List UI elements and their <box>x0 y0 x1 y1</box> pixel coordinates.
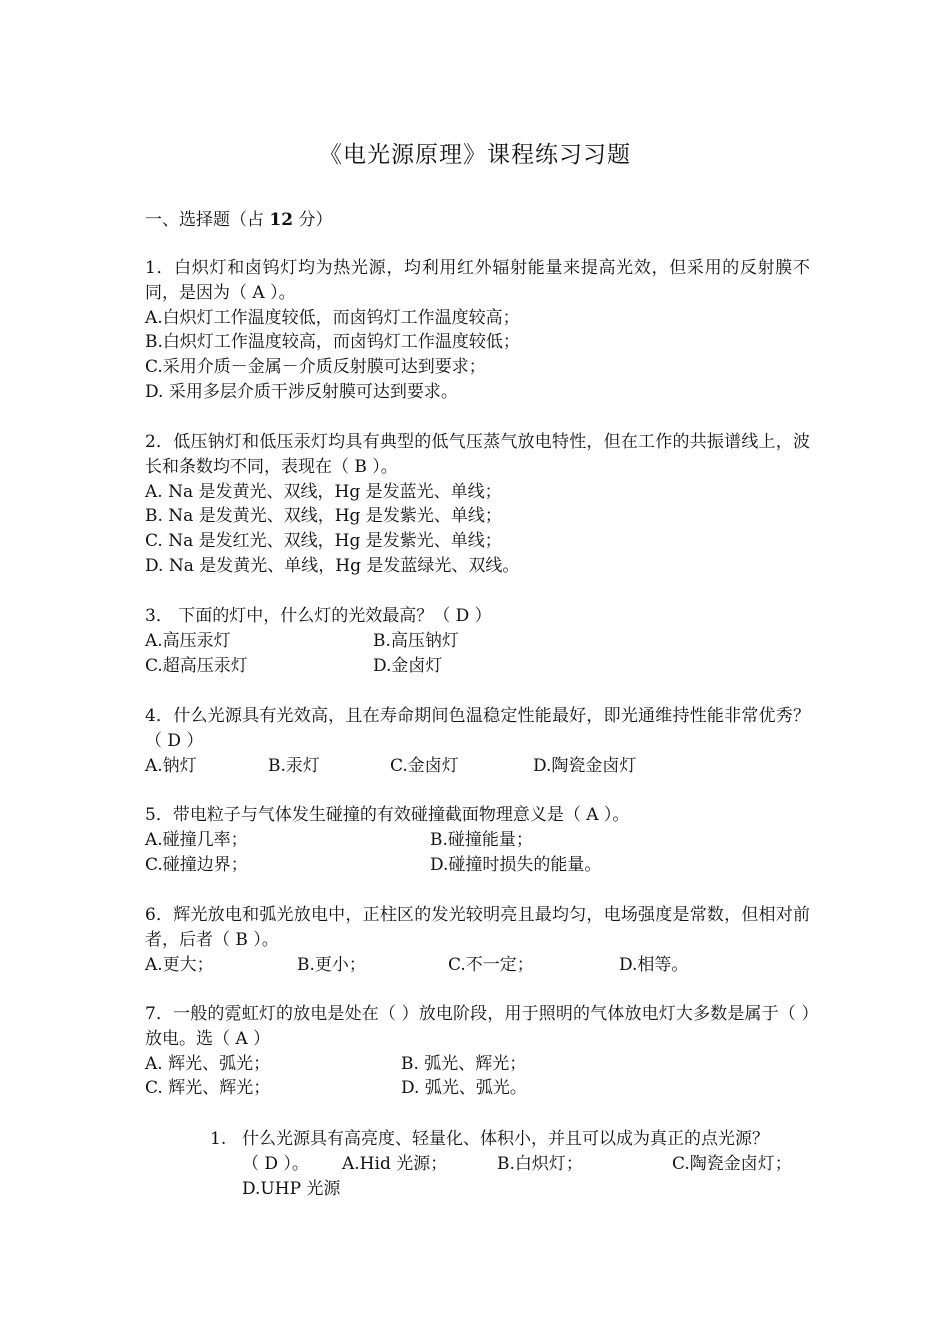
option-c: C.陶瓷金卤灯； <box>672 1153 792 1174</box>
option-a: A.钠灯 <box>145 755 197 776</box>
option-c: C.碰撞边界； <box>145 854 248 875</box>
option-c: C. Na 是发红光、双线，Hg 是发紫光、单线； <box>145 531 502 552</box>
option-c: C.超高压汞灯 <box>145 655 248 676</box>
option-b: B.高压钠灯 <box>373 630 459 651</box>
question-2 <box>145 430 810 579</box>
option-d: D.UHP 光源 <box>242 1178 341 1199</box>
option-b: B.白炽灯； <box>497 1153 583 1174</box>
question-3 <box>145 604 810 678</box>
section-points: 12 <box>269 210 294 230</box>
question-stem: 什么光源具有高亮度、轻量化、体积小，并且可以成为真正的点光源？ <box>242 1129 769 1149</box>
question-stem: 4．什么光源具有光效高，且在寿命期间色温稳定性能最好，即光通维持性能非常优秀？（ D ） <box>145 706 810 751</box>
question-5 <box>145 803 810 877</box>
option-a: A.更大； <box>145 954 214 975</box>
question-6 <box>145 903 810 977</box>
option-d: D.相等。 <box>619 954 689 975</box>
option-b: B.汞灯 <box>268 755 320 776</box>
question-stem: 5．带电粒子与气体发生碰撞的有效碰撞截面物理意义是（ A ）。 <box>145 805 630 825</box>
section-heading: 一、选择题（占 12 分） <box>145 210 333 230</box>
answer: （ D ）。 <box>242 1153 309 1174</box>
page-title: 《电光源原理》课程练习习题 <box>319 142 631 168</box>
option-a: A.碰撞几率； <box>145 829 248 850</box>
option-d: D.碰撞时损失的能量。 <box>430 854 602 875</box>
option-b: B.白炽灯工作温度较高，而卤钨灯工作温度较低； <box>145 332 520 353</box>
question-7 <box>145 1002 810 1101</box>
question-stem: 1．白炽灯和卤钨灯均为热光源，均利用红外辐射能量来提高光效，但采用的反射膜不同，是因为（ A ）。 <box>145 258 810 303</box>
option-a: A. 辉光、弧光； <box>145 1053 271 1074</box>
question-stem: 3． 下面的灯中，什么灯的光效最高？（ D ） <box>145 606 492 626</box>
option-c: C.金卤灯 <box>390 755 459 776</box>
option-c: C. 辉光、辉光； <box>145 1078 271 1099</box>
option-a: A.高压汞灯 <box>145 630 231 651</box>
question-1 <box>145 256 810 405</box>
option-b: B. 弧光、辉光； <box>401 1053 527 1074</box>
option-c: C.采用介质－金属－介质反射膜可达到要求； <box>145 357 486 378</box>
option-b: B. Na 是发黄光、双线，Hg 是发紫光、单线； <box>145 506 502 527</box>
question-8 <box>210 1127 810 1201</box>
option-a: A.白炽灯工作温度较低，而卤钨灯工作温度较高； <box>145 307 520 328</box>
list-number: 1. <box>210 1129 227 1149</box>
question-stem: 6．辉光放电和弧光放电中，正柱区的发光较明亮且最均匀，电场强度是常数，但相对前者，后者（ B ）。 <box>145 905 810 950</box>
option-d: D.金卤灯 <box>373 655 443 676</box>
option-d: D. 弧光、弧光。 <box>401 1078 527 1099</box>
option-a: A.Hid 光源； <box>342 1153 448 1174</box>
question-stem: 7．一般的霓虹灯的放电是处在（ ）放电阶段，用于照明的气体放电灯大多数是属于（ ）放电。选（ A ） <box>145 1004 810 1049</box>
option-b: B.碰撞能量； <box>430 829 533 850</box>
option-d: D.陶瓷金卤灯 <box>533 755 637 776</box>
option-c: C.不一定； <box>448 954 534 975</box>
option-b: B.更小； <box>297 954 366 975</box>
option-d: D. Na 是发黄光、单线，Hg 是发蓝绿光、双线。 <box>145 555 520 576</box>
question-stem: 2．低压钠灯和低压汞灯均具有典型的低气压蒸气放电特性，但在工作的共振谱线上，波长和条数均不同，表现在（ B ）。 <box>145 432 810 477</box>
question-4 <box>145 704 810 778</box>
option-a: A. Na 是发黄光、双线，Hg 是发蓝光、单线； <box>145 481 502 502</box>
option-d: D. 采用多层介质干涉反射膜可达到要求。 <box>145 381 458 402</box>
